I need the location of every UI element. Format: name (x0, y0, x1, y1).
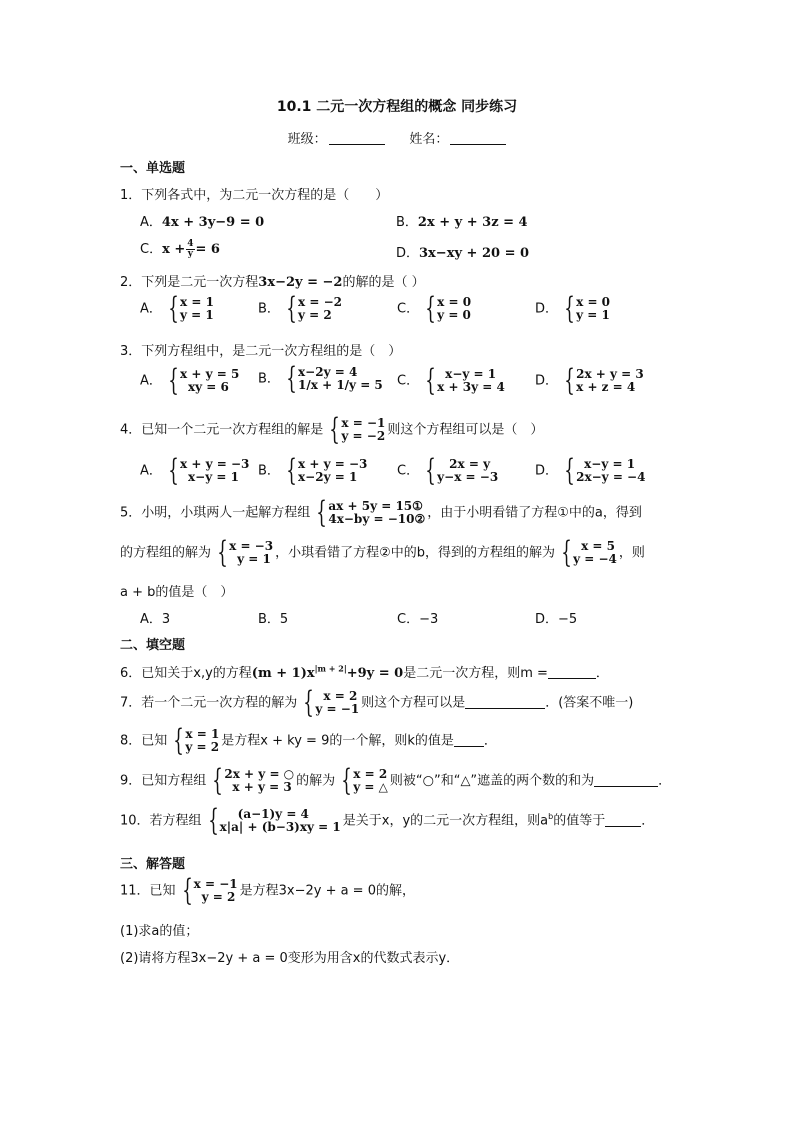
q1-option-a[interactable] (140, 211, 264, 230)
q4-stem-pre: 4．已知一个二元一次方程组的解是 (120, 422, 324, 438)
frac-num: 4 (187, 239, 194, 249)
q9-system (208, 763, 295, 798)
q4-option-d[interactable] (535, 453, 647, 488)
q1-option-c[interactable] (140, 238, 220, 259)
q4-d-system (560, 453, 646, 488)
q6-math: (m + 1)x (251, 666, 315, 681)
row: y = −1 (315, 702, 360, 716)
q11-sub1: (1)求a的值； (120, 924, 199, 939)
q5-option-b[interactable]: B．5 (258, 612, 289, 627)
q8-end: ． (483, 733, 497, 749)
row: 2x + y = 3 (576, 367, 644, 381)
name-label: 姓名： (409, 132, 449, 147)
q10-system (204, 803, 341, 838)
q10-post2: 的值等于 (553, 813, 606, 829)
q1-d-math: 3x−xy + 20 = 0 (419, 246, 530, 261)
q2-stem (120, 271, 425, 290)
q2-c-label: C． (397, 301, 420, 317)
brace-icon: { (286, 361, 297, 396)
brace-icon: { (168, 363, 179, 398)
q6-math2: +9y = 0 (346, 666, 404, 681)
row: x−2y = 4 (298, 365, 358, 379)
q5-option-d[interactable]: D．−5 (535, 612, 578, 627)
row: x + 3y = 4 (437, 380, 505, 394)
row: x = 2 (353, 767, 388, 781)
q2-d-label: D． (535, 301, 559, 317)
q11-pre: 11．已知 (120, 883, 176, 899)
q6 (120, 662, 609, 681)
q2-b-system (282, 291, 342, 326)
q11-post: 是方程3x−2y + a = 0的解， (239, 883, 415, 899)
brace-icon: { (217, 535, 228, 570)
q10-exponent: b (548, 812, 554, 822)
row: x = 1 (185, 727, 220, 741)
q3-c-label: C． (397, 373, 420, 389)
row: x + y = −3 (180, 457, 250, 471)
q3-d-label: D． (535, 373, 559, 389)
q4-stem-post: 则这个方程组可以是（ ） (387, 422, 544, 438)
row: 1/x + 1/y = 5 (298, 378, 383, 392)
q11 (120, 873, 415, 908)
q10-pre: 10．若方程组 (120, 813, 202, 829)
brace-icon: { (425, 453, 436, 488)
brace-icon: { (564, 363, 575, 398)
row: y = △ (353, 780, 388, 794)
section-single-choice: 一、单选题 (120, 161, 186, 176)
brace-icon: { (341, 763, 352, 798)
class-name-line (0, 128, 794, 147)
q3-option-a[interactable] (140, 363, 241, 398)
row: xy = 6 (188, 380, 229, 394)
q7-answer-blank[interactable] (465, 708, 545, 709)
row: y = 2 (185, 740, 220, 754)
q1-c-math-pre: x + (162, 242, 186, 257)
q1-a-label: A． (140, 215, 162, 230)
section-fill-blank: 二、填空题 (120, 638, 186, 653)
q8-answer-blank[interactable] (454, 746, 484, 747)
brace-icon: { (561, 535, 572, 570)
q5-option-a[interactable]: A．3 (140, 612, 171, 627)
q7-end: ．(答案不唯一) (545, 695, 634, 711)
brace-icon: { (303, 685, 315, 720)
row: x = 5 (581, 539, 616, 553)
q4-option-b[interactable] (258, 453, 369, 488)
row: x = 2 (323, 689, 358, 703)
q9-solution (337, 763, 388, 798)
row: x = −2 (298, 295, 342, 309)
q6-end: ． (595, 666, 609, 681)
q1-b-math: 2x + y + 3z = 4 (417, 215, 528, 230)
q6-post: 是二元一次方程，则m = (403, 666, 548, 681)
q2-stem-post: 的解的是（ ） (342, 275, 425, 290)
q4-a-system (164, 453, 250, 488)
q4-option-c[interactable] (397, 453, 500, 488)
row: x = 0 (437, 295, 472, 309)
q2-a-system (164, 291, 214, 326)
q3-option-c[interactable] (397, 363, 507, 398)
q11-system (178, 873, 238, 908)
q2-option-a[interactable] (140, 291, 216, 326)
q1-stem: 1．下列各式中，为二元一次方程的是（ ） (120, 188, 389, 203)
row: x|a| + (b−3)xy = 1 (219, 820, 341, 834)
q5-system (312, 495, 426, 530)
q5-line2-post: ，则 (618, 545, 645, 561)
row: x + y = 3 (232, 780, 292, 794)
q8-post: 是方程x + ky = 9的一个解，则k的值是 (221, 733, 454, 749)
q4-b-label: B． (258, 463, 280, 479)
q1-d-label: D． (396, 246, 420, 261)
q2-c-system (421, 291, 472, 326)
q5-line2-mid: ，小琪看错了方程②中的b，得到的方程组的解为 (275, 545, 555, 561)
q10-post: 是关于x，y的二元一次方程组，则a (342, 813, 549, 829)
q7-post: 则这个方程可以是 (361, 695, 466, 711)
q7-pre: 7．若一个二元一次方程的解为 (120, 695, 298, 711)
row: x = −1 (341, 416, 386, 430)
q2-d-system (560, 291, 611, 326)
q2-a-label: A． (140, 301, 162, 317)
row: x−2y = 1 (298, 470, 358, 484)
brace-icon: { (564, 453, 575, 488)
row: y = 1 (180, 308, 214, 322)
q4-option-a[interactable] (140, 453, 251, 488)
row: x−y = 1 (188, 470, 239, 484)
row: (a−1)y = 4 (237, 807, 309, 821)
q1-option-d[interactable] (396, 242, 529, 261)
q4-d-label: D． (535, 463, 559, 479)
q2-option-d[interactable] (535, 291, 612, 326)
q6-exponent: |m + 2| (314, 663, 347, 674)
q6-answer-blank[interactable] (548, 678, 596, 679)
brace-icon: { (207, 803, 219, 838)
row: x−y = 1 (445, 367, 497, 381)
brace-icon: { (329, 412, 341, 447)
q8 (120, 723, 497, 758)
q1-c-fraction (186, 240, 194, 259)
q5-solution-1 (213, 535, 274, 570)
q4-a-label: A． (140, 463, 162, 479)
row: x = 1 (180, 295, 214, 309)
q3-option-d[interactable] (535, 363, 646, 398)
row: 4x−by = −10② (328, 512, 426, 526)
row: y = 1 (576, 308, 610, 322)
brace-icon: { (316, 495, 328, 530)
q10 (120, 803, 655, 838)
q9-post: 则被“○”和“△”遮盖的两个数的和为 (389, 773, 595, 789)
q7-system (299, 685, 360, 720)
q2-b-label: B． (258, 301, 280, 317)
section-answer: 三、解答题 (120, 857, 186, 872)
q9-mid: 的解为 (296, 773, 336, 789)
q3-c-system (421, 363, 505, 398)
brace-icon: { (173, 723, 185, 758)
q11-sub2: (2)请将方程3x−2y + a = 0变形为用含x的代数式表示y． (120, 951, 460, 966)
brace-icon: { (181, 873, 193, 908)
q3-b-label: B． (258, 371, 280, 387)
name-blank[interactable] (450, 132, 506, 145)
q3-b-system (282, 361, 383, 396)
row: y−x = −3 (437, 470, 499, 484)
q9-end: ． (658, 773, 672, 789)
brace-icon: { (168, 291, 179, 326)
q1-c-label: C． (140, 242, 163, 257)
row: y = 2 (298, 308, 332, 322)
frac-den: y (187, 249, 193, 259)
brace-icon: { (286, 453, 297, 488)
q5-line3: a + b的值是（ ） (120, 585, 234, 600)
brace-icon: { (425, 291, 436, 326)
q5-line1-post: ，由于小明看错了方程①中的a，得到 (427, 505, 642, 521)
row: y = 0 (437, 308, 471, 322)
q7 (120, 685, 634, 720)
q1-c-math-post: = 6 (195, 242, 220, 257)
row: x + y = −3 (298, 457, 368, 471)
brace-icon: { (425, 363, 436, 398)
q8-system (169, 723, 220, 758)
q4-c-label: C． (397, 463, 420, 479)
q6-pre: 6．已知关于x,y的方程 (120, 666, 252, 681)
q8-pre: 8．已知 (120, 733, 168, 749)
q9-answer-blank[interactable] (594, 786, 658, 787)
row: y = 2 (201, 890, 236, 904)
q5-line1 (120, 495, 642, 530)
class-blank[interactable] (329, 132, 385, 145)
row: y = −2 (341, 429, 386, 443)
brace-icon: { (212, 763, 224, 798)
q4-solution-system (325, 412, 386, 447)
q5-solution-2 (557, 535, 617, 570)
q5-line2 (120, 535, 645, 570)
q10-answer-blank[interactable] (605, 826, 641, 827)
row: x = −3 (229, 539, 274, 553)
q10-end: ． (641, 813, 655, 829)
brace-icon: { (168, 453, 179, 488)
row: 2x + y = ○ (224, 767, 295, 781)
brace-icon: { (286, 291, 297, 326)
class-label: 班级： (287, 132, 327, 147)
q5-line2-pre: 的方程组的解为 (120, 545, 212, 561)
q2-option-b[interactable] (258, 291, 344, 326)
q3-a-system (164, 363, 240, 398)
q4-stem (120, 412, 544, 447)
row: 2x−y = −4 (576, 470, 646, 484)
q2-stem-pre: 2．下列是二元一次方程 (120, 275, 259, 290)
brace-icon: { (564, 291, 575, 326)
row: x = 0 (576, 295, 611, 309)
q3-stem: 3．下列方程组中，是二元一次方程组的是（ ） (120, 344, 402, 359)
q1-option-b[interactable] (396, 211, 528, 230)
q3-a-label: A． (140, 373, 162, 389)
q2-stem-math: 3x−2y = −2 (258, 275, 343, 290)
row: x + y = 5 (180, 367, 240, 381)
row: x−y = 1 (584, 457, 636, 471)
q4-c-system (421, 453, 499, 488)
q9-pre: 9．已知方程组 (120, 773, 207, 789)
row: 2x = y (449, 457, 491, 471)
q5-option-c[interactable]: C．−3 (397, 612, 439, 627)
q1-b-label: B． (396, 215, 418, 230)
row: ax + 5y = 15① (328, 499, 423, 513)
q3-option-b[interactable] (258, 361, 385, 396)
row: x + z = 4 (576, 380, 636, 394)
q3-d-system (560, 363, 644, 398)
row: x = −1 (193, 877, 238, 891)
page-title: 10.1 二元一次方程组的概念 同步练习 (276, 99, 518, 115)
q9 (120, 763, 672, 798)
q4-b-system (282, 453, 368, 488)
row: y = −4 (573, 552, 617, 566)
q5-line1-pre: 5．小明，小琪两人一起解方程组 (120, 505, 311, 521)
q1-a-math: 4x + 3y−9 = 0 (161, 215, 265, 230)
row: y = 1 (237, 552, 271, 566)
q2-option-c[interactable] (397, 291, 473, 326)
